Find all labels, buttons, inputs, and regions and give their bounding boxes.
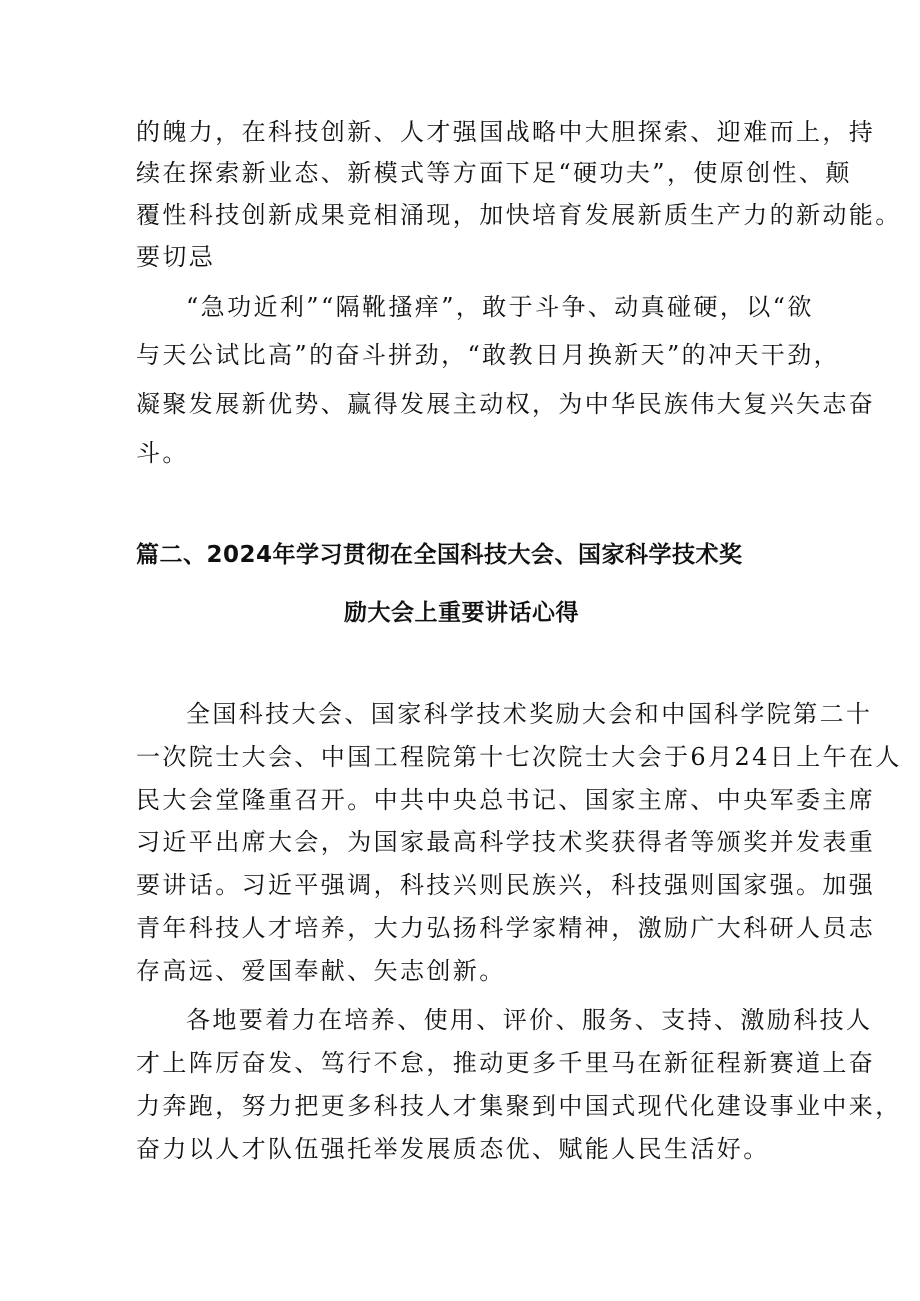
- text-line: 才上阵厉奋发、笃行不怠，推动更多千里马在新征程新赛道上奋: [136, 1049, 876, 1077]
- text-line: 覆性科技创新成果竞相涌现，加快培育发展新质生产力的新动能。: [136, 201, 902, 229]
- heading-line-2: 励大会上重要讲话心得: [344, 600, 579, 626]
- text-line: 要切忌: [136, 243, 216, 271]
- text-line: 的魄力，在科技创新、人才强国战略中大胆探索、迎难而上，持: [136, 118, 876, 146]
- text-line: 全国科技大会、国家科学技术奖励大会和中国科学院第二十: [186, 700, 873, 728]
- text-line: 青年科技人才培养，大力弘扬科学家精神，激励广大科研人员志: [136, 914, 876, 942]
- text-line: 一次院士大会、中国工程院第十七次院士大会于6月24日上午在人: [136, 743, 902, 771]
- heading-line-1: 篇二、2024年学习贯彻在全国科技大会、国家科学技术奖: [136, 542, 743, 568]
- text-line: “急功近利”“隔靴搔痒”，敢于斗争、动真碰硬，以“欲: [186, 293, 814, 321]
- text-line: 习近平出席大会，为国家最高科学技术奖获得者等颁奖并发表重: [136, 828, 876, 856]
- text-line: 与天公试比高”的奋斗拼劲，“敢教日月换新天”的冲天干劲，: [136, 341, 841, 369]
- text-line: 存高远、爱国奉献、矢志创新。: [136, 957, 506, 985]
- text-line: 民大会堂隆重召开。中共中央总书记、国家主席、中央军委主席: [136, 786, 876, 814]
- text-line: 续在探索新业态、新模式等方面下足“硬功夫”，使原创性、颠: [136, 159, 852, 187]
- text-line: 斗。: [136, 439, 189, 467]
- text-line: 各地要着力在培养、使用、评价、服务、支持、激励科技人: [186, 1006, 873, 1034]
- text-line: 奋力以人才队伍强托举发展质态优、赋能人民生活好。: [136, 1135, 770, 1163]
- text-line: 要讲话。习近平强调，科技兴则民族兴，科技强则国家强。加强: [136, 871, 876, 899]
- text-line: 力奔跑，努力把更多科技人才集聚到中国式现代化建设事业中来，: [136, 1092, 902, 1120]
- text-line: 凝聚发展新优势、赢得发展主动权，为中华民族伟大复兴矢志奋: [136, 390, 876, 418]
